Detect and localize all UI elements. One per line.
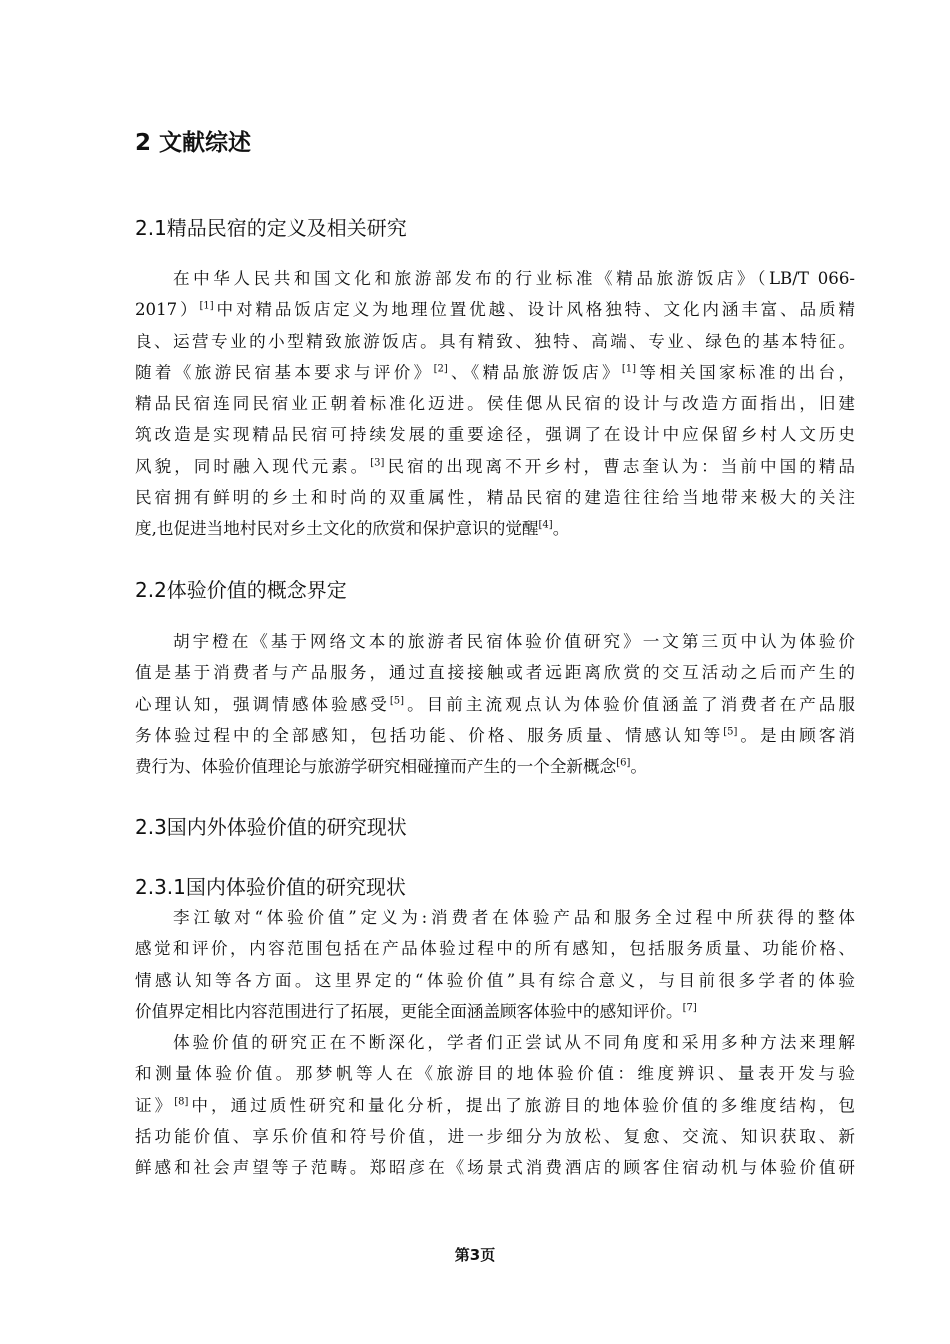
section-title-2-3-1: 2.3.1国内体验价值的研究现状 — [135, 875, 406, 899]
section-2-2-body — [135, 626, 855, 782]
text-line: 价值界定相比内容范围进行了拓展，更能全面涵盖顾客体验中的感知评价。[7] — [135, 1001, 697, 1021]
citation-marker: [1] — [621, 363, 637, 375]
text-line: 费行为、体验价值理论与旅游学研究相碰撞而产生的一个全新概念[6]。 — [135, 757, 647, 777]
text-line: 体验价值的研究正在不断深化，学者们正尝试从不同角度和采用多种方法来理解 — [173, 1033, 855, 1052]
text-line: 筑改造是实现精品民宿可持续发展的重要途径，强调了在设计中应保留乡村人文历史 — [135, 425, 855, 445]
text-line: 心理认知，强调情感体验感受[5]。目前主流观点认为体验价值涵盖了消费者在产品服 — [135, 694, 855, 714]
text-line: 在中华人民共和国文化和旅游部发布的行业标准《精品旅游饭店》（LB/T 066- — [173, 269, 855, 288]
text-line: 李江敏对“体验价值”定义为:消费者在体验产品和服务全过程中所获得的整体 — [173, 908, 855, 927]
citation-marker: [6] — [616, 757, 631, 769]
section-2-3-1-paragraph-2 — [135, 1027, 855, 1183]
text-line: 随着《旅游民宿基本要求与评价》[2]、《精品旅游饭店》[1]等相关国家标准的出台， — [135, 362, 855, 382]
text-line: 务体验过程中的全部感知，包括功能、价格、服务质量、情感认知等[5]。是由顾客消 — [135, 725, 855, 745]
text-line: 鲜感和社会声望等子范畴。郑昭彦在《场景式消费酒店的顾客住宿动机与体验价值研 — [135, 1158, 855, 1178]
section-2-3-1-paragraph-1 — [135, 902, 855, 1027]
text-line: 民宿拥有鲜明的乡土和时尚的双重属性，精品民宿的建造往往给当地带来极大的关注 — [135, 488, 855, 508]
text-line: 2017）[1]中对精品饭店定义为地理位置优越、设计风格独特、文化内涵丰富、品质精 — [135, 300, 855, 320]
text-line: 证》[8]中，通过质性研究和量化分析，提出了旅游目的地体验价值的多维度结构，包 — [135, 1095, 855, 1115]
citation-marker: [3] — [370, 457, 385, 469]
citation-marker: [4] — [538, 519, 553, 531]
text-line: 度,也促进当地村民对乡土文化的欣赏和保护意识的觉醒[4]。 — [135, 519, 570, 539]
text-line: 感觉和评价，内容范围包括在产品体验过程中的所有感知，包括服务质量、功能价格、 — [135, 939, 855, 959]
citation-marker: [5] — [723, 726, 738, 738]
text-line: 风貌，同时融入现代元素。[3]民宿的出现离不开乡村，曹志奎认为：当前中国的精品 — [135, 456, 855, 476]
text-line: 良、运营专业的小型精致旅游饭店。具有精致、独特、高端、专业、绿色的基本特征。 — [135, 331, 855, 351]
section-2-1-body — [135, 263, 855, 545]
citation-marker: [2] — [433, 363, 448, 375]
page-number: 第3页 — [454, 1246, 496, 1264]
text-line: 胡宇橙在《基于网络文本的旅游者民宿体验价值研究》一文第三页中认为体验价 — [173, 632, 855, 651]
section-title-2-2: 2.2体验价值的概念界定 — [135, 578, 347, 602]
text-line: 精品民宿连同民宿业正朝着标准化迈进。侯佳偲从民宿的设计与改造方面指出，旧建 — [135, 394, 855, 414]
text-line: 情感认知等各方面。这里界定的“体验价值”具有综合意义，与目前很多学者的体验 — [135, 970, 855, 990]
citation-marker: [8] — [174, 1096, 189, 1108]
text-line: 括功能价值、享乐价值和符号价值，进一步细分为放松、复愈、交流、知识获取、新 — [135, 1126, 855, 1146]
chapter-title: 2 文献综述 — [135, 130, 252, 156]
citation-marker: [5] — [389, 695, 405, 707]
section-title-2-3: 2.3国内外体验价值的研究现状 — [135, 815, 407, 839]
section-title-2-1: 2.1精品民宿的定义及相关研究 — [135, 216, 407, 240]
text-line: 值是基于消费者与产品服务，通过直接接触或者远距离欣赏的交互活动之后而产生的 — [135, 663, 855, 683]
citation-marker: [7] — [682, 1002, 697, 1014]
citation-marker: [1] — [199, 300, 214, 312]
text-line: 和测量体验价值。那梦帆等人在《旅游目的地体验价值：维度辨识、量表开发与验 — [135, 1064, 855, 1084]
